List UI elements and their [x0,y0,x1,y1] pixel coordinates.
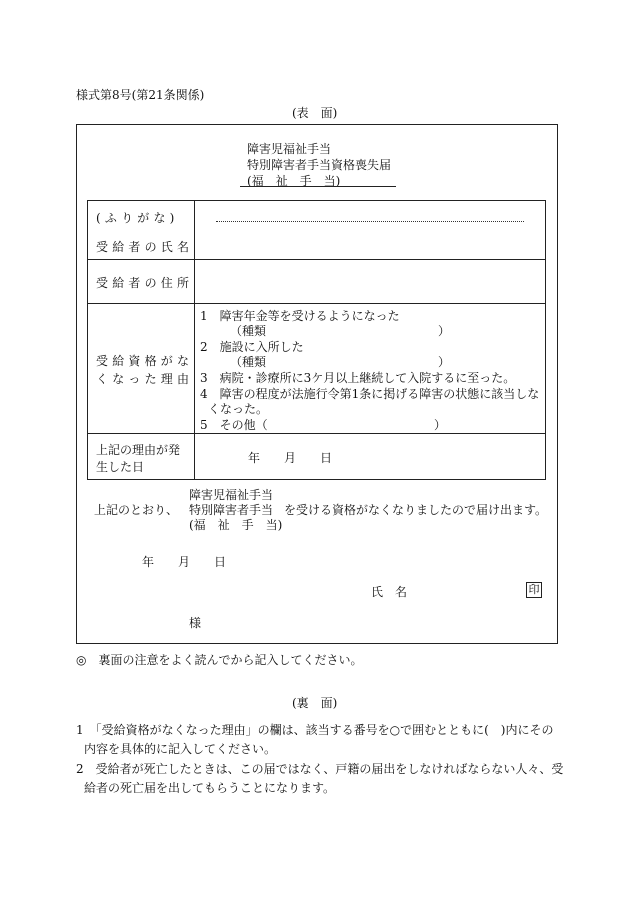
address-label: 受給者の住所 [96,276,194,290]
seal-mark: 印 [526,582,542,598]
back-note-1: 1 「受給資格がなくなった理由」の欄は、該当する番号を○で囲むとともに( )内にその [76,723,554,737]
reason-4-cont: くなった。 [208,402,269,416]
reason-2-type-close: ） [438,355,451,369]
back-note-2: 2 受給者が死亡したときは、この届ではなく、戸籍の届出をしなければならない人々、受 [76,762,564,776]
reason-5-close: ） [434,418,447,432]
reason-4: 4 障害の程度が法施行令第1条に掲げる障害の状態に該当しな [200,387,540,401]
declaration-allowance-2: 特別障害者手当 [189,503,274,517]
label-column-divider [194,201,195,479]
reason-label-line1: 受給資格がな [96,354,194,368]
furigana-label: (ふりがな) [96,211,179,225]
form-title-line1: 障害児福祉手当 [247,142,332,156]
reason-5: 5 その他（ [200,418,268,432]
row-divider-name [88,259,545,260]
back-note-1-cont: 内容を具体的に記入してください。 [84,742,277,756]
reason-1-type-open: （種類 [230,324,267,338]
date-occurred-label-line2: 生した日 [96,460,145,474]
date-occurred-label-line1: 上記の理由が発 [96,443,181,457]
reason-1: 1 障害年金等を受けるようになった [200,309,400,323]
applicant-name-label: 氏 名 [371,585,408,599]
reason-2-type-open: （種類 [230,355,267,369]
form-number: 様式第8号(第21条関係) [76,88,205,102]
row-divider-reason [88,433,545,434]
declaration-allowance-1: 障害児福祉手当 [189,488,274,502]
back-side-label: (裏 面) [292,696,338,710]
addressee-honorific: 様 [189,616,202,630]
declaration-suffix: を受ける資格がなくなりましたので届け出ます。 [284,503,548,517]
declaration-prefix: 上記のとおり、 [94,503,179,517]
submission-date: 年 月 日 [142,555,227,569]
title-underline [240,186,396,187]
reason-1-type-close: ） [438,324,451,338]
form-table [87,200,546,480]
name-label: 受給者の氏名 [96,240,194,254]
reason-2: 2 施設に入所した [200,340,304,354]
date-occurred-value: 年 月 日 [248,451,333,465]
front-note: ◎ 裏面の注意をよく読んでから記入してください。 [76,653,363,667]
form-title-line2: 特別障害者手当資格喪失届 [247,158,392,172]
declaration-allowance-3: (福 祉 手 当) [189,518,283,532]
back-note-2-cont: 給者の死亡届を出してもらうことになります。 [84,781,336,795]
row-divider-address [88,303,545,304]
reason-3: 3 病院・診療所に3ケ月以上継続して入院するに至った。 [200,371,516,385]
reason-label-line2: くなった理由 [96,372,194,386]
furigana-dotted-line [216,221,524,222]
front-side-label: (表 面) [292,106,338,120]
form-title-line3: (福 祉 手 当) [247,174,341,188]
